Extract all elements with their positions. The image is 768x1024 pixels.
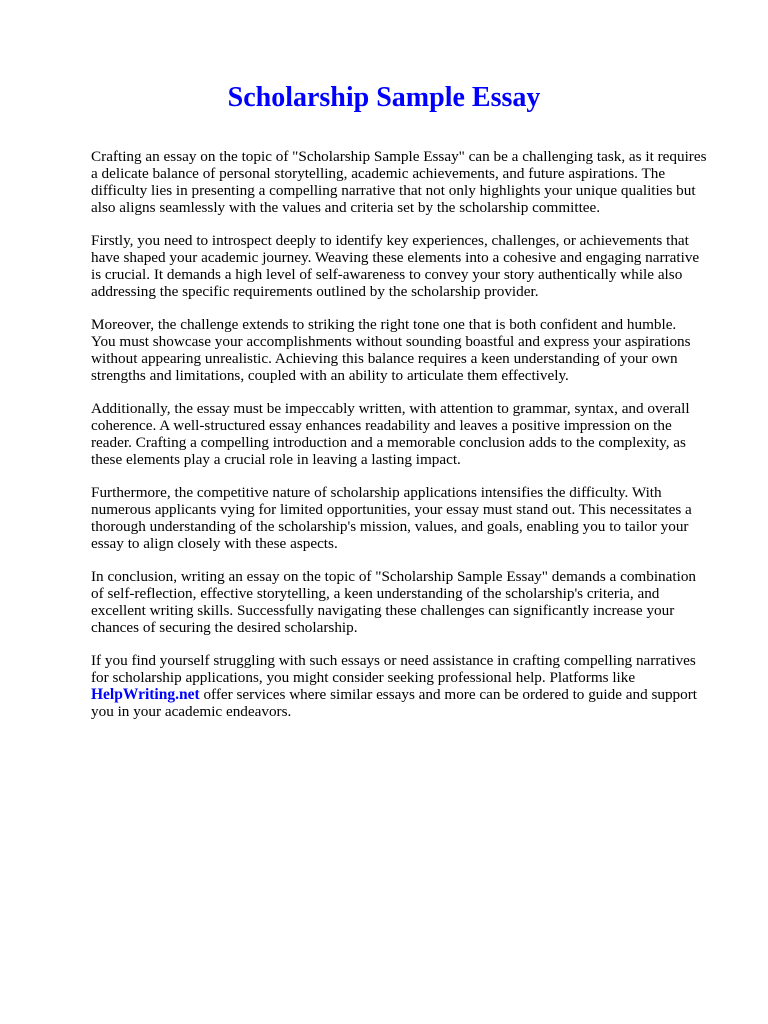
essay-body <box>91 148 731 736</box>
page-title: Scholarship Sample Essay <box>227 82 541 113</box>
help-text-after-link: offer services where similar essays and more can be ordered to guide and support you in your academic endeavors. <box>91 686 698 720</box>
paragraph-introspection: Firstly, you need to introspect deeply to identify key experiences, challenges, or achievements that have shaped your academic journey. Weaving these elements into a cohesive and engaging narrative is crucial. It demands a high level of self-awareness to convey your story authentically while also addressing the specific requirements outlined by the scholarship provider. <box>91 232 700 300</box>
paragraph-writing-quality: Additionally, the essay must be impeccably written, with attention to grammar, syntax, and overall coherence. A well-structured essay enhances readability and leaves a positive impression on the reader. Crafting a compelling introduction and a memorable conclusion adds to the complexity, as these elements play a crucial role in leaving a lasting impact. <box>91 400 690 468</box>
paragraph-competition: Furthermore, the competitive nature of scholarship applications intensifies the difficulty. With numerous applicants vying for limited opportunities, your essay must stand out. This necessitates a thorough understanding of the scholarship's mission, values, and goals, enabling you to tailor your essay to align closely with these aspects. <box>91 484 692 552</box>
paragraph-intro: Crafting an essay on the topic of "Scholarship Sample Essay" can be a challenging task, as it requires a delicate balance of personal storytelling, academic achievements, and future aspirations. The difficulty lies in presenting a compelling narrative that not only highlights your unique qualities but also aligns seamlessly with the values and criteria set by the scholarship committee. <box>91 148 707 216</box>
paragraph-tone: Moreover, the challenge extends to striking the right tone one that is both confident and humble. You must showcase your accomplishments without sounding boastful and express your aspirations without appearing unrealistic. Achieving this balance requires a keen understanding of your own strengths and limitations, coupled with an ability to articulate them effectively. <box>91 316 691 384</box>
helpwriting-link[interactable]: HelpWriting.net <box>91 686 200 703</box>
paragraph-help <box>91 652 731 720</box>
help-text-before-link: If you find yourself struggling with such essays or need assistance in crafting compelling narratives for scholarship applications, you might consider seeking professional help. Platforms like <box>91 652 696 686</box>
paragraph-conclusion: In conclusion, writing an essay on the topic of "Scholarship Sample Essay" demands a combination of self-reflection, effective storytelling, a keen understanding of the scholarship's criteria, and excellent writing skills. Successfully navigating these challenges can significantly increase your chances of securing the desired scholarship. <box>91 568 697 636</box>
